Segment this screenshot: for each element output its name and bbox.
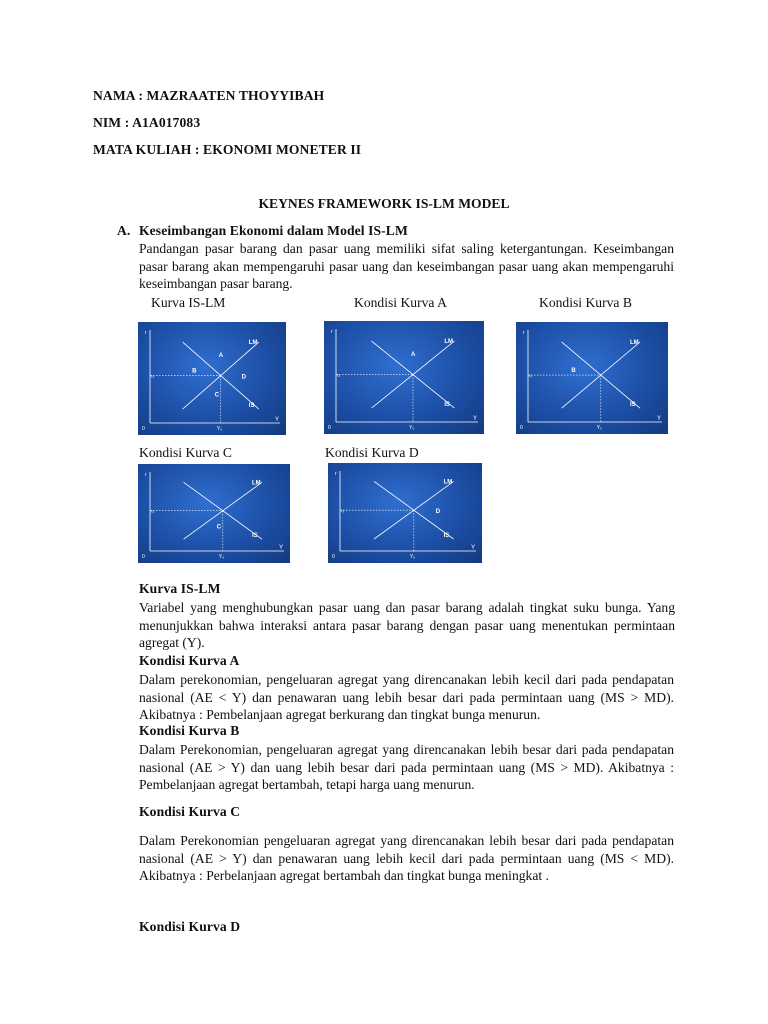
origin-label: 0 (332, 554, 335, 560)
body-kurva-is-lm: Variabel yang menghubungkan pasar uang dan pasar barang adalah tingkat suku bunga. Yang menunjukkan bahwa interaksi antara pasar barang dengan pasar uang menentukan permintaan agregat (Y). (139, 600, 675, 651)
student-name: NAMA : MAZRAATEN THOYYIBAH (93, 88, 325, 103)
chart-kondisi-b (516, 322, 668, 434)
body-kondisi-a: Dalam perekonomian, pengeluaran agregat yang direncanakan lebih kecil dari pada pendapatan nasional (AE < Y) dan penawaran uang lebih besar dari pada permintaan uang (MS > MD). Akibatnya : Pembelanjaan agregat berkurang dan tingkat bunga menurun. (139, 672, 674, 723)
region-b-label: B (571, 368, 576, 375)
lm-label: LM (252, 480, 261, 487)
figure-label-a: Kondisi Kurva A (354, 295, 447, 310)
heading-kondisi-b: Kondisi Kurva B (139, 723, 240, 738)
r0-label: r₀ (151, 373, 155, 379)
course-name: MATA KULIAH : EKONOMI MONETER II (93, 142, 362, 157)
heading-kondisi-a: Kondisi Kurva A (139, 653, 240, 668)
axis-label-y: Y (275, 417, 280, 423)
y0-label: Y₀ (218, 554, 225, 560)
origin-label: 0 (520, 425, 523, 431)
is-label: IS (630, 402, 636, 409)
y0-label: Y₀ (216, 426, 223, 432)
region-c-label: C (216, 524, 222, 531)
islm-diagram-svg (324, 321, 484, 434)
document-title: KEYNES FRAMEWORK IS-LM MODEL (258, 196, 510, 211)
region-d-label: D (241, 374, 247, 381)
y0-label: Y₀ (596, 425, 603, 431)
axis-label-r: r (331, 329, 333, 335)
section-marker: A. (117, 223, 131, 238)
chart-kondisi-a (324, 321, 484, 434)
figure-label-c: Kondisi Kurva C (139, 445, 232, 460)
section-heading: Keseimbangan Ekonomi dalam Model IS-LM (139, 223, 408, 238)
axis-label-r: r (523, 330, 525, 336)
axis-label-r: r (335, 471, 337, 477)
islm-diagram-svg (138, 464, 290, 563)
r0-label: r₀ (337, 372, 341, 378)
region-d-label: D (435, 509, 441, 516)
lm-label: LM (444, 339, 454, 346)
r0-label: r₀ (151, 508, 155, 514)
lm-label: LM (248, 340, 258, 347)
is-label: IS (444, 402, 451, 409)
origin-label: 0 (142, 554, 145, 560)
axis-label-r: r (145, 330, 147, 336)
figure-label-is-lm: Kurva IS-LM (151, 295, 226, 310)
axis-label-y: Y (657, 416, 662, 422)
is-label: IS (443, 533, 450, 539)
chart-is-lm (138, 322, 286, 435)
islm-diagram-svg (138, 322, 286, 435)
region-b-label: B (192, 368, 197, 375)
axis-label-y: Y (279, 545, 284, 551)
y0-label: Y₀ (408, 425, 415, 431)
figure-label-d: Kondisi Kurva D (325, 445, 419, 460)
chart-kondisi-d (328, 463, 482, 563)
islm-diagram-svg (516, 322, 668, 434)
region-c-label: C (214, 392, 220, 399)
r0-label: r₀ (341, 508, 345, 514)
is-label: IS (248, 403, 255, 410)
lm-label: LM (443, 479, 453, 486)
axis-label-r: r (145, 472, 147, 478)
region-a-label: A (218, 353, 224, 360)
student-nim: NIM : A1A017083 (93, 115, 201, 130)
chart-kondisi-c (138, 464, 290, 563)
figure-label-b: Kondisi Kurva B (539, 295, 632, 310)
heading-kurva-is-lm: Kurva IS-LM (139, 581, 221, 596)
lm-label: LM (630, 339, 639, 346)
axis-label-y: Y (473, 416, 478, 422)
islm-diagram-svg (328, 463, 482, 563)
region-a-label: A (410, 352, 416, 359)
axis-label-y: Y (471, 545, 476, 551)
origin-label: 0 (328, 425, 331, 431)
body-kondisi-c: Dalam Perekonomian pengeluaran agregat yang direncanakan lebih besar dari pada pendapatan nasional (AE > Y) dan penawaran uang lebih kecil dari pada permintaan uang (MS < MD). Akibatnya : Perbelanjaan agregat bertambah dan tingkat bunga meningkat . (139, 833, 674, 884)
heading-kondisi-c: Kondisi Kurva C (139, 804, 241, 819)
heading-kondisi-d: Kondisi Kurva D (139, 919, 241, 934)
section-intro: Pandangan pasar barang dan pasar uang memiliki sifat saling ketergantungan. Keseimbangan pasar barang akan mempengaruhi pasar uang dan keseimbangan pasar uang akan mempengaruhi keseimbangan pasar barang. (139, 241, 674, 292)
y0-label: Y₀ (409, 554, 416, 560)
origin-label: 0 (142, 426, 145, 432)
is-label: IS (252, 533, 258, 540)
body-kondisi-b: Dalam Perekonomian, pengeluaran agregat yang direncanakan lebih besar dari pada pendapatan nasional (AE > Y) dan uang lebih besar dari pada permintaan uang (MS > MD). Akibatnya : Pembelanjaan agregat bertambah, tetapi harga uang menurun. (139, 742, 674, 793)
r0-label: r₀ (529, 373, 533, 379)
